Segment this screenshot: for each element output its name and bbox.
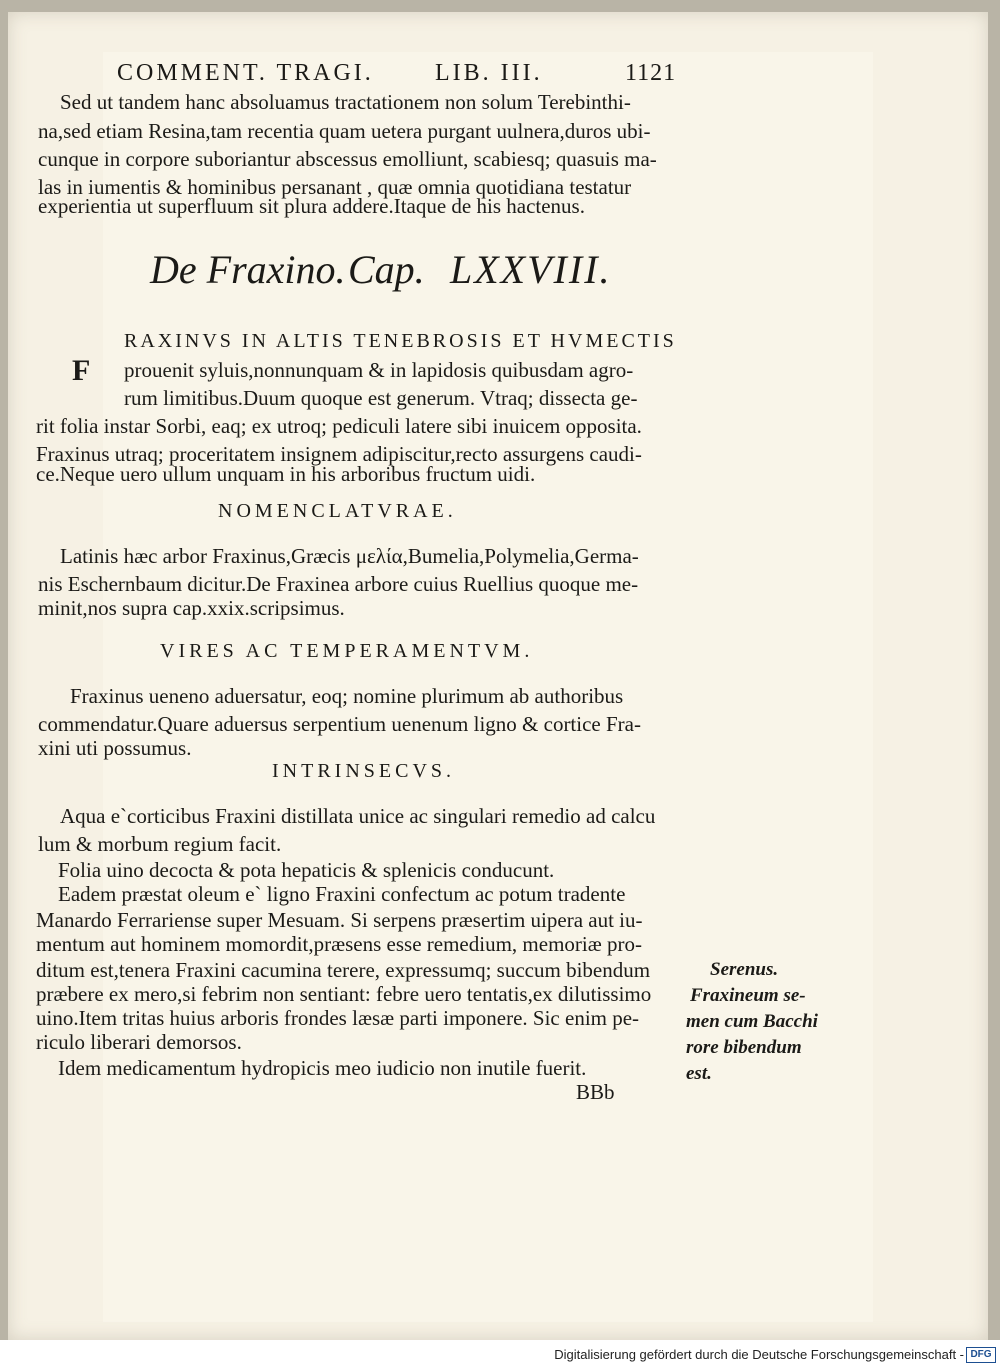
intrinsecus-line: ditum est,tenera Fraxini cacumina terere, expressumq; succum bibendum <box>36 958 651 982</box>
intrinsecus-line: præbere ex mero,si febrim non sentiant: febre uero tentatis,ex dilutissimo <box>36 982 652 1006</box>
marginal-note-line: Serenus. <box>710 959 779 980</box>
section-heading-nomenclature: NOMENCLATVRAE. <box>218 500 457 522</box>
chapter-name: De Fraxino. <box>150 247 346 292</box>
intro-line: Sed ut tandem hanc absoluamus tractationem non solum Terebinthi- <box>60 90 631 114</box>
body-line: rit folia instar Sorbi, eaq; ex utroq; pediculi latere sibi inuicem opposita. <box>36 414 642 438</box>
intrinsecus-line: Eadem præstat oleum e` ligno Fraxini confectum ac potum tradente <box>58 882 626 906</box>
footer-credit: Digitalisierung gefördert durch die Deutsche Forschungsgemeinschaft - <box>554 1347 964 1362</box>
running-title: COMMENT. TRAGI. <box>117 60 374 86</box>
vires-line: commendatur.Quare aduersus serpentium uenenum ligno & cortice Fra- <box>38 712 641 736</box>
intrinsecus-line: mentum aut hominem momordit,præsens esse remedium, memoriæ pro- <box>36 932 642 956</box>
intrinsecus-line: Folia uino decocta & pota hepaticis & splenicis conducunt. <box>58 858 555 882</box>
body-line: prouenit syluis,nonnunquam & in lapidosis quibusdam agro- <box>124 358 634 382</box>
page-number: 1121 <box>625 60 677 86</box>
nomenclature-line: minit,nos supra cap.xxix.scripsimus. <box>38 596 345 620</box>
body-line: ce.Neque uero ullum unquam in his arboribus fructum uidi. <box>36 462 536 486</box>
nomenclature-line: Latinis hæc arbor Fraxinus,Græcis μελία,Bumelia,Polymelia,Germa- <box>60 544 639 568</box>
intro-line: cunque in corpore suboriantur abscessus emolliunt, scabiesq; quasuis ma- <box>38 147 657 171</box>
section-heading-intrinsecus: INTRINSECVS. <box>272 760 456 782</box>
intrinsecus-line: uino.Item tritas huius arboris frondes læsæ parti imponere. Sic enim pe- <box>36 1006 640 1030</box>
vires-line: Fraxinus ueneno aduersatur, eoq; nomine plurimum ab authoribus <box>70 684 624 708</box>
marginal-note-line: est. <box>686 1063 712 1084</box>
intrinsecus-line: Aqua e`corticibus Fraxini distillata unice ac singulari remedio ad calcu <box>60 804 656 828</box>
chapter-number: LXXVIII. <box>450 247 612 292</box>
vires-line: xini uti possumus. <box>38 736 192 760</box>
marginal-note-line: Fraxineum se- <box>690 985 806 1006</box>
signature-mark: BBb <box>576 1080 615 1104</box>
intro-line: na,sed etiam Resina,tam recentia quam uetera purgant uulnera,duros ubi- <box>38 119 651 143</box>
marginal-note-line: rore bibendum <box>686 1037 802 1058</box>
running-header <box>117 60 677 87</box>
body-first-line: RAXINVS IN ALTIS TENEBROSIS ET HVMECTIS <box>124 330 677 352</box>
chapter-title <box>150 246 612 293</box>
book-label: LIB. III. <box>435 60 543 86</box>
section-heading-vires: VIRES AC TEMPERAMENTVM. <box>160 640 534 662</box>
intrinsecus-line: lum & morbum regium facit. <box>38 832 282 856</box>
intro-line: experientia ut superfluum sit plura addere.Itaque de his hactenus. <box>38 194 585 218</box>
chapter-cap-label: Cap. <box>348 247 425 292</box>
nomenclature-line: nis Eschernbaum dicitur.De Fraxinea arbore cuius Ruellius quoque me- <box>38 572 639 596</box>
body-line: Fraxinus utraq; proceritatem insignem adipiscitur,recto assurgens caudi- <box>36 442 642 466</box>
intrinsecus-line: riculo liberari demorsos. <box>36 1030 242 1054</box>
initial-letter: F <box>72 354 91 387</box>
intro-line: las in iumentis & hominibus persanant , quæ omnia quotidiana testatur <box>38 175 632 199</box>
digitization-footer <box>0 1340 1000 1368</box>
marginal-note-line: men cum Bacchi <box>686 1011 818 1032</box>
dfg-logo: DFG <box>966 1347 996 1363</box>
intrinsecus-line: Manardo Ferrariense super Mesuam. Si serpens præsertim uipera aut iu- <box>36 908 643 932</box>
body-line: rum limitibus.Duum quoque est generum. Vtraq; dissecta ge- <box>124 386 638 410</box>
intrinsecus-line: Idem medicamentum hydropicis meo iudicio non inutile fuerit. <box>58 1056 587 1080</box>
